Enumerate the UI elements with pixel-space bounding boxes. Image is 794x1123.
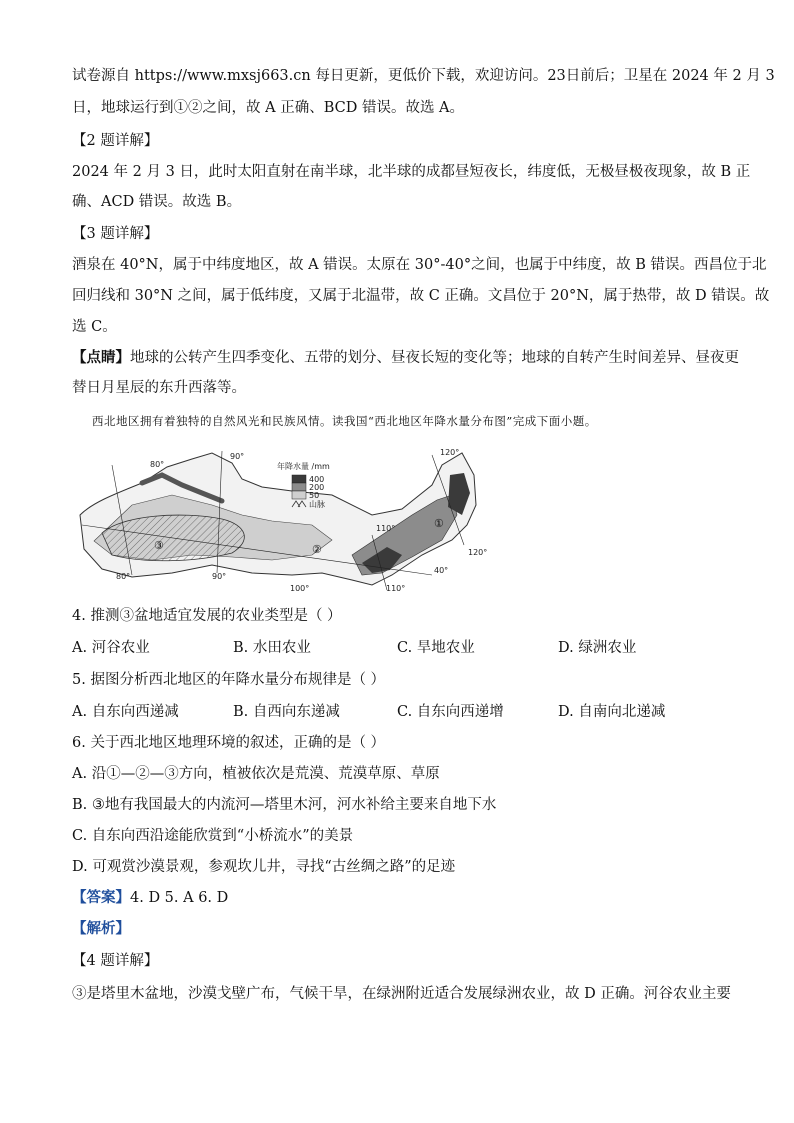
lon-label-120-right: 120° [468,548,488,557]
q6-option-b: B. ③地有我国最大的内流河—塔里木河，河水补给主要来自地下水 [72,797,497,813]
q4-option-d: D. 绿洲农业 [558,640,637,656]
legend-swatch-50 [292,491,306,499]
q5-option-a: A. 自东向西递减 [72,704,179,720]
lon-label-80-bottom: 80° [116,572,131,581]
q4-option-a: A. 河谷农业 [72,640,150,656]
header-line-2: 日，地球运行到①②之间，故 A 正确、BCD 错误。故选 A。 [72,100,465,116]
q3-line-3: 选 C。 [72,319,117,335]
region-label-1: ① [434,517,444,530]
q5-option-c: C. 自东向西递增 [397,704,504,720]
q2-line-2: 确、ACD 错误。故选 B。 [72,194,242,210]
q2-line-1: 2024 年 2 月 3 日，此时太阳直射在南半球，北半球的成都昼短夜长，纬度低，无极昼极夜现象，故 B 正 [72,164,751,180]
lon-label-80-top: 80° [150,460,165,469]
lon-label-100-bottom: 100° [290,584,310,593]
legend-title: 年降水量 /mm [277,462,330,471]
q6-option-a: A. 沿①—②—③方向，植被依次是荒漠、荒漠草原、草原 [72,766,440,782]
q5-option-b: B. 自西向东递减 [233,704,340,720]
q2-title: 【2 题详解】 [72,133,159,149]
legend-400: 400 [309,475,325,484]
map-intro: 西北地区拥有着独特的自然风光和民族风情。读我国“西北地区年降水量分布图”完成下面小题。 [92,414,597,428]
lon-label-90-bottom: 90° [212,572,227,581]
lon-label-110-top: 110° [376,524,396,533]
q5-option-d: D. 自南向北递减 [558,704,666,720]
header-line-1: 试卷源自 https://www.mxsj663.cn 每日更新，更低价下载，欢迎访问。23日前后；卫星在 2024 年 2 月 3 [72,68,775,84]
lon-label-90-top: 90° [230,452,245,461]
tip-text: 地球的公转产生四季变化、五带的划分、昼夜长短的变化等；地球的自转产生时间差异、昼夜更 [130,350,739,366]
q6-option-c: C. 自东向西沿途能欣赏到“小桥流水”的美景 [72,828,354,844]
lat-label-40: 40° [434,566,449,575]
legend-mountain: 山脉 [309,500,325,509]
q4-stem: 4. 推测③盆地适宜发展的农业类型是（ ） [72,608,342,624]
q6-stem: 6. 关于西北地区地理环境的叙述，正确的是（ ） [72,735,386,751]
q4-detail-line-1: ③是塔里木盆地，沙漠戈壁广布，气候干旱，在绿洲附近适合发展绿洲农业，故 D 正确。河谷农业主要 [72,986,731,1002]
tip-line-1 [72,348,739,368]
precipitation-map [72,445,492,595]
q4-detail-title: 【4 题详解】 [72,953,159,969]
answer-label: 【答案】 [72,889,130,906]
q3-title: 【3 题详解】 [72,226,159,242]
q4-option-c: C. 旱地农业 [397,640,475,656]
legend-200: 200 [309,483,325,492]
q3-line-1: 酒泉在 40°N，属于中纬度地区，故 A 错误。太原在 30°-40°之间，也属于中纬度，故 B 错误。西昌位于北 [72,257,767,273]
q3-line-2: 回归线和 30°N 之间，属于低纬度，又属于北温带，故 C 正确。文昌位于 20°N，属于热带，故 D 错误。故 [72,288,770,304]
region-label-2: ② [312,543,322,556]
analysis-label: 【解析】 [72,920,130,937]
legend-swatch-400 [292,475,306,483]
region-label-3: ③ [154,539,164,552]
tip-line-2: 替日月星辰的东升西落等。 [72,380,246,396]
q5-stem: 5. 据图分析西北地区的年降水量分布规律是（ ） [72,672,386,688]
lon-label-120-top: 120° [440,448,460,457]
answer-text: 4. D 5. A 6. D [130,890,229,906]
lon-label-110-bottom: 110° [386,584,406,593]
legend-swatch-200 [292,483,306,491]
legend-50: 50 [309,491,320,500]
q6-option-d: D. 可观赏沙漠景观，参观坎儿井，寻找“古丝绸之路”的足迹 [72,859,456,875]
answer-line [72,888,228,908]
tip-label: 【点睛】 [72,349,130,366]
q4-option-b: B. 水田农业 [233,640,311,656]
